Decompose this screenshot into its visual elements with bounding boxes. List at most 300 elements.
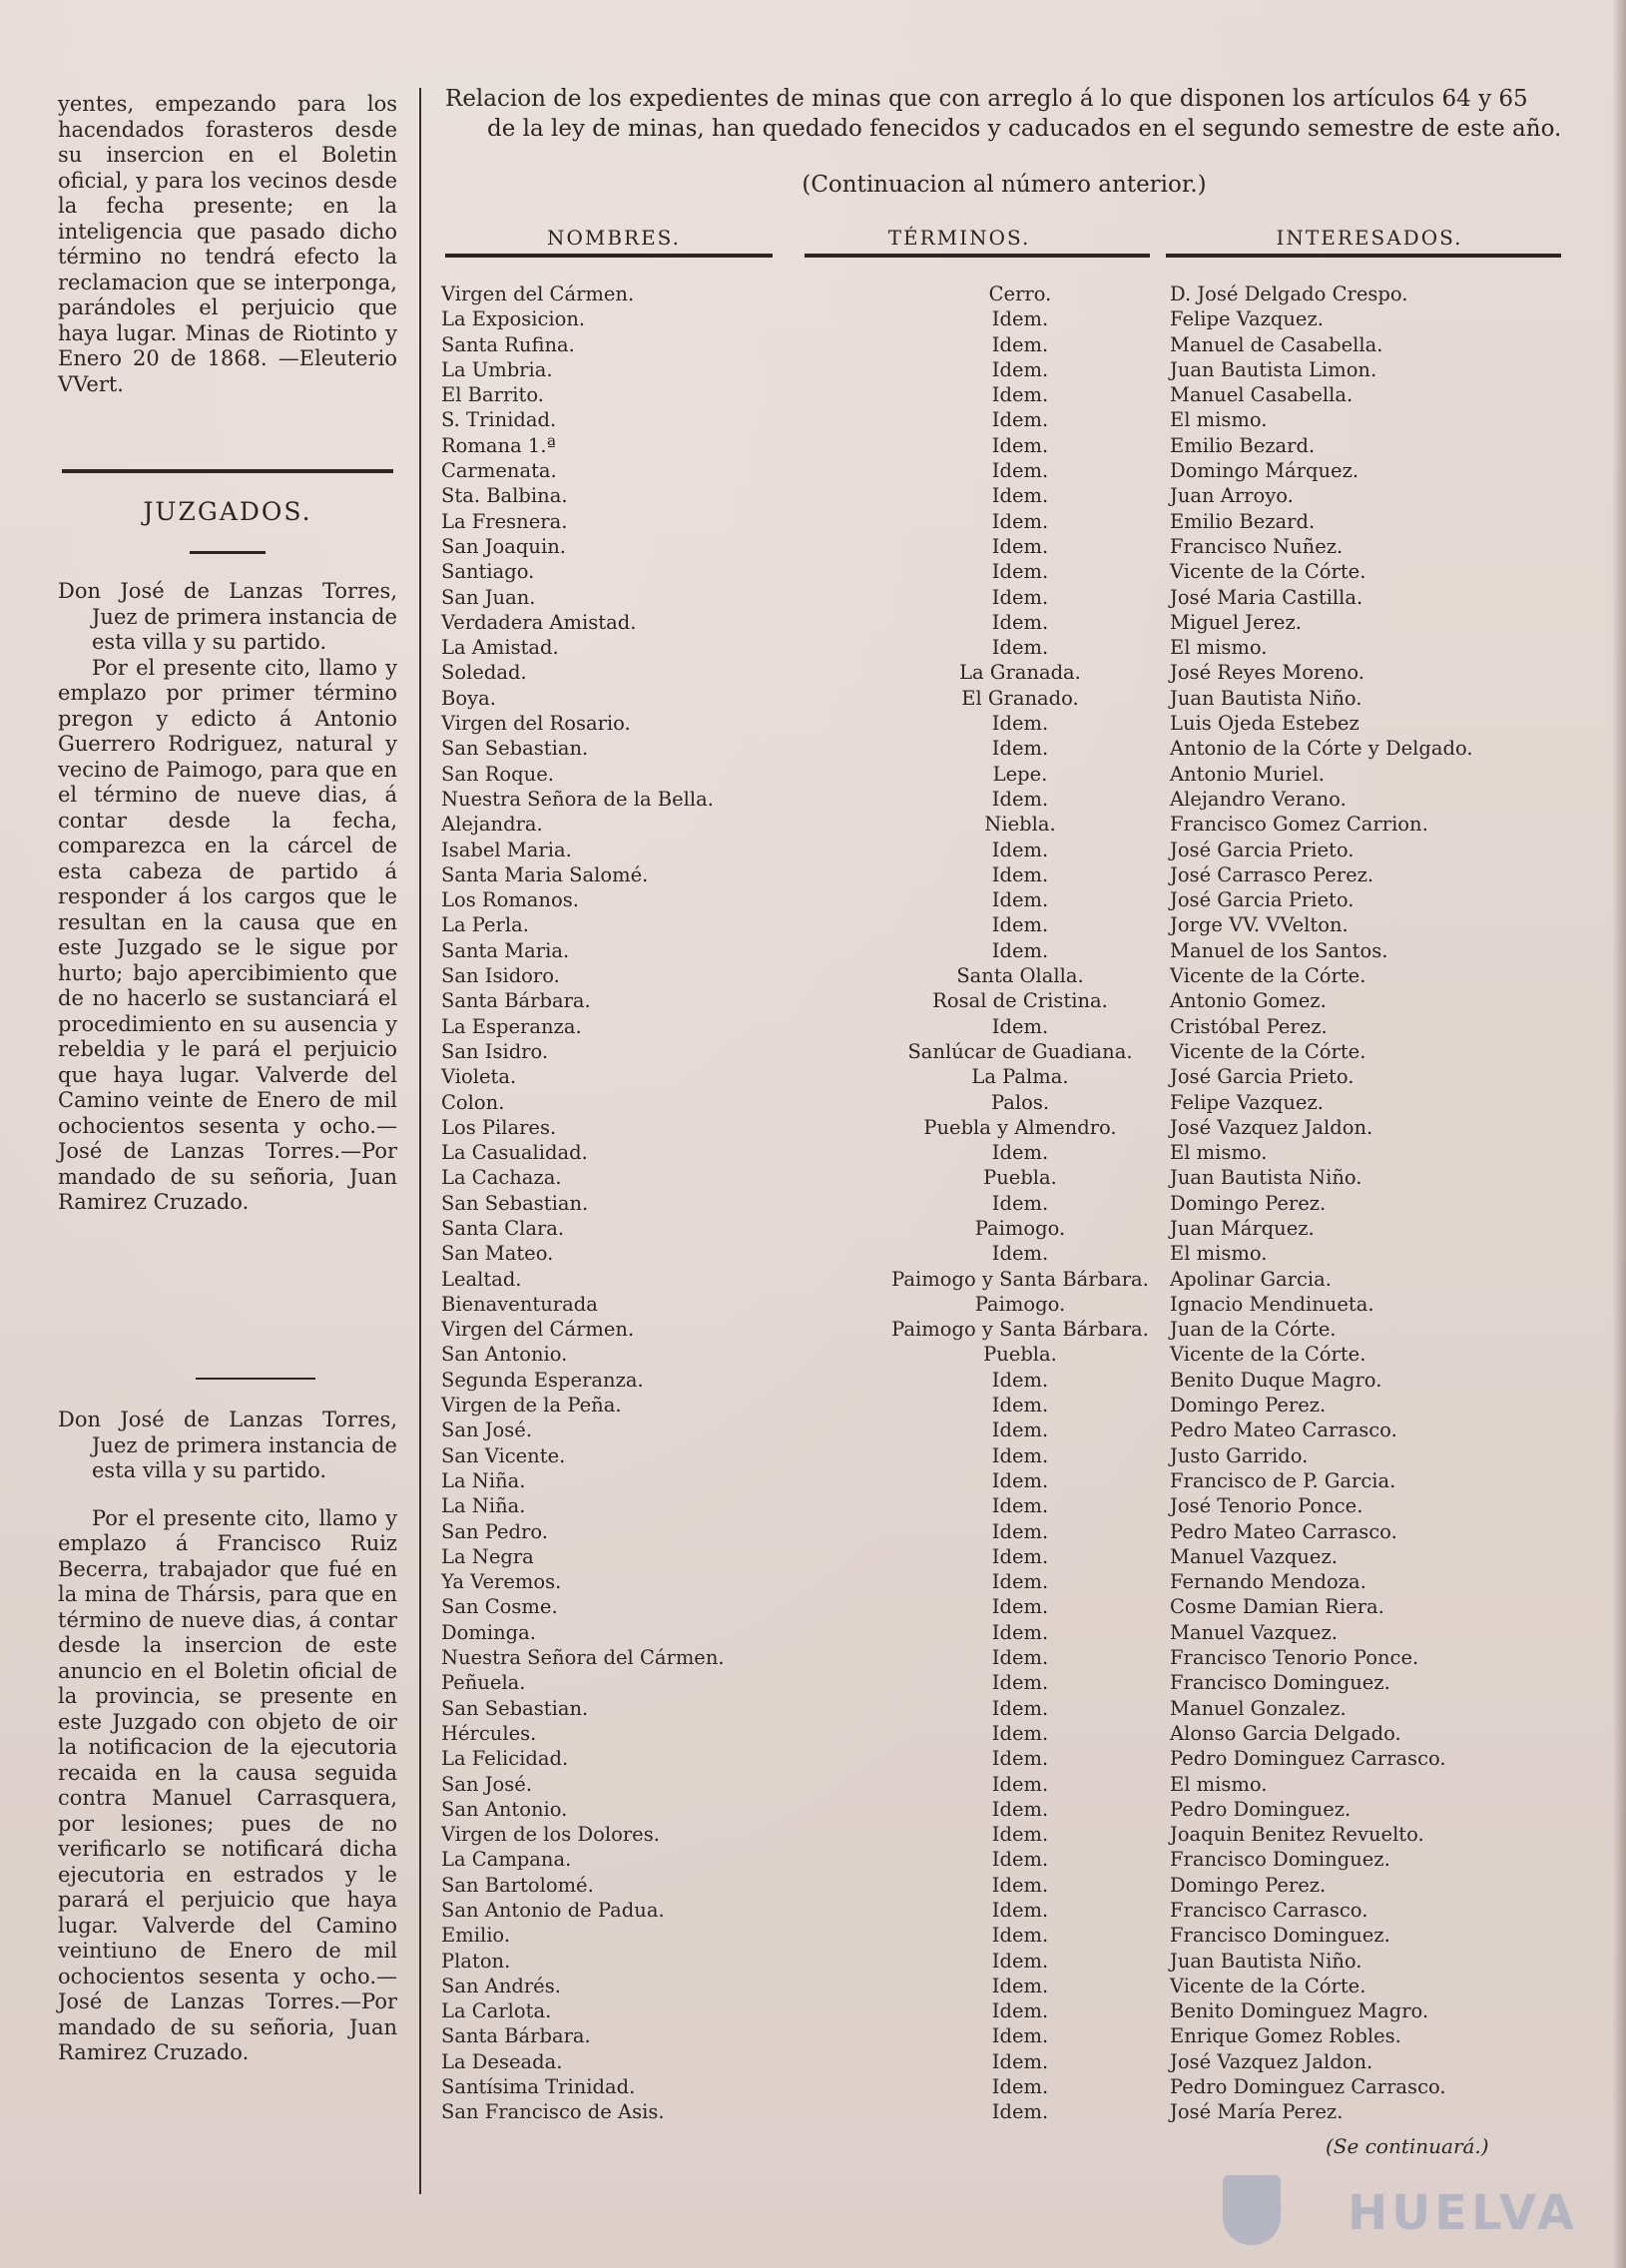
mine-name: Nuestra Señora de la Bella. [441,787,714,811]
mine-term: Idem. [991,1924,1049,1948]
table-row [441,1039,1579,1064]
mine-term: Paimogo y Santa Bárbara. [891,1267,1149,1291]
mine-term: Paimogo. [974,1216,1066,1240]
mine-name: Virgen del Cármen. [441,1318,635,1342]
mine-name: Violeta. [441,1065,517,1089]
mine-interested: El mismo. [1170,408,1268,432]
mine-term: Idem. [991,357,1049,381]
mine-name: San Vicente. [441,1443,566,1467]
mine-name: San Isidoro. [441,964,560,988]
table-row [441,1468,1579,1493]
mine-name: Virgen del Rosario. [441,712,631,736]
mine-interested: Manuel Casabella. [1170,383,1354,407]
header-rule-interested [1166,254,1561,258]
mine-name: La Niña. [441,1494,526,1518]
mine-name: San Cosme. [441,1595,558,1619]
table-row [441,1544,1579,1569]
mine-term: Puebla. [983,1166,1057,1190]
mine-term: Puebla. [983,1343,1057,1367]
table-row [441,1418,1579,1442]
mine-term: Idem. [991,509,1049,533]
mine-name: San Antonio. [441,1343,568,1367]
table-row [441,1519,1579,1544]
mine-term: Idem. [991,862,1049,886]
mine-interested: Felipe Vazquez. [1170,307,1324,331]
mine-interested: Pedro Dominguez Carrasco. [1170,1747,1446,1771]
mine-name: Colon. [441,1090,505,1114]
mine-term: Santa Olalla. [956,964,1084,988]
mine-interested: Francisco Dominguez. [1170,1848,1390,1872]
mine-term: Cerro. [988,283,1052,305]
mine-term: Idem. [991,1418,1049,1442]
mine-interested: Apolinar Garcia. [1170,1267,1332,1291]
mine-interested: Domingo Perez. [1170,1394,1327,1418]
intro-paragraph [58,92,397,397]
mine-interested: D. José Delgado Crespo. [1170,283,1408,305]
table-row [441,483,1579,508]
mine-name: San Pedro. [441,1519,548,1543]
header-names: NOMBRES. [546,226,682,250]
table-row [441,433,1579,458]
mine-term: Idem. [991,1394,1049,1418]
mine-term: Lepe. [992,762,1048,786]
mine-term: Idem. [991,560,1049,584]
table-row [441,1797,1579,1822]
header-terms: TÉRMINOS. [887,226,1031,250]
mine-interested: Enrique Gomez Robles. [1170,2024,1401,2048]
table-row [441,963,1579,988]
table-row [441,762,1579,787]
section-rule [62,469,393,473]
table-row [441,1949,1579,1974]
notice-1-header: Don José de Lanzas Torres, Juez de primera instancia de esta villa y su partido. [58,579,397,654]
mine-name: La Umbria. [441,357,553,381]
mine-term: Idem. [991,408,1049,432]
mine-interested: Juan Márquez. [1170,1216,1315,1240]
mine-interested: Alejandro Verano. [1170,787,1347,811]
mine-interested: Francisco Nuñez. [1170,534,1344,558]
mine-name: La Esperanza. [441,1014,582,1038]
mine-term: Idem. [991,332,1049,356]
table-row [441,1746,1579,1771]
mine-interested: Antonio de la Córte y Delgado. [1170,737,1473,761]
table-row [441,382,1579,407]
mine-term: Idem. [991,1823,1049,1847]
mine-interested: Cosme Damian Riera. [1170,1595,1384,1619]
mine-name: Bienaventurada [441,1292,598,1316]
mine-name: Sta. Balbina. [441,484,568,508]
mine-interested: Cristóbal Perez. [1170,1014,1328,1038]
mine-name: San Isidro. [441,1039,549,1063]
mine-term: Idem. [991,1999,1049,2023]
table-row [441,1241,1579,1266]
mine-term: Idem. [991,484,1049,508]
list-title-line2: de la ley de minas, han quedado fenecidos y caducados en el segundo semestre de este año. [487,116,1562,142]
mine-term: Idem. [991,1797,1049,1821]
table-row [441,711,1579,736]
mine-term: Puebla y Almendro. [923,1115,1117,1139]
mine-interested: Felipe Vazquez. [1170,1090,1324,1114]
table-row [441,407,1579,432]
table-row [441,332,1579,357]
table-row [441,509,1579,534]
mine-name: Verdadera Amistad. [441,610,637,634]
mine-term: Niebla. [984,813,1056,837]
mine-name: Santa Maria Salomé. [441,862,649,886]
table-row [441,1493,1579,1518]
mine-term: Idem. [991,1646,1049,1670]
huelva-watermark [1223,2171,1578,2251]
mine-term: Idem. [991,787,1049,811]
mine-interested: José Maria Castilla. [1170,585,1363,609]
notice-1-body: Por el presente cito, llamo y emplazo por primer término pregon y edicto á Antonio Guerrero Rodriguez, natural y vecino de Paimogo, para que en el término de nueve dias, á contar desde la fecha, comparezca en la cárcel de esta cabeza de partido á responder á los cargos que le resultan en la causa que en este Juzgado se le sigue por hurto; bajo apercibimiento que de no hacerlo se sustanciará el procedimiento en su ausencia y rebeldia y le pará el perjuicio que haya lugar. Valverde del Camino veinte de Enero de mil ochocientos sesenta y ocho.—José de Lanzas Torres.—Por mandado de su señoria, Juan Ramirez Cruzado. [58,655,397,1214]
mine-interested: Francisco Gomez Carrion. [1170,813,1428,837]
mine-name: San José. [441,1772,533,1796]
mine-name: Santa Maria. [441,938,570,962]
mine-name: Platon. [441,1949,511,1973]
table-row [441,812,1579,837]
table-row [441,458,1579,483]
mine-name: San Bartolomé. [441,1873,594,1897]
mine-name: Segunda Esperanza. [441,1368,644,1392]
mine-term: Idem. [991,1873,1049,1897]
mine-interested: Domingo Perez. [1170,1191,1327,1215]
mine-interested: Benito Duque Magro. [1170,1368,1382,1392]
mine-interested: José Carrasco Perez. [1170,862,1374,886]
mine-term: Idem. [991,1242,1049,1266]
table-row [441,1267,1579,1292]
mine-interested: Vicente de la Córte. [1170,1039,1366,1063]
mine-term: Idem. [991,938,1049,962]
mine-name: La Amistad. [441,636,559,660]
mine-term: Sanlúcar de Guadiana. [907,1039,1133,1063]
mine-term: Idem. [991,1014,1049,1038]
intro-text: yentes, empezando para los hacendados forasteros desde su insercion en el Boletin oficial, y para los vecinos desde la fecha presente; en la inteligencia que pasado dicho término no tendrá efecto la reclamacion que se interponga, parándoles el perjuicio que haya lugar. Minas de Riotinto y Enero 20 de 1868. —Eleuterio VVert. [58,92,397,396]
mine-term: Idem. [991,1671,1049,1695]
notice-1 [58,579,397,1216]
table-row [441,1594,1579,1619]
mine-interested: Juan Bautista Niño. [1170,1949,1362,1973]
mine-name: La Fresnera. [441,509,568,533]
mine-interested: Francisco Tenorio Ponce. [1170,1646,1419,1670]
table-row [441,1165,1579,1190]
mine-term: Idem. [991,433,1049,457]
mine-interested: Juan Bautista Niño. [1170,686,1362,710]
mine-name: La Campana. [441,1848,572,1872]
table-row [441,1772,1579,1797]
mine-name: La Exposicion. [441,307,586,331]
mine-interested: José María Perez. [1170,2100,1344,2124]
mine-name: Virgen del Cármen. [441,283,635,305]
table-row [441,1292,1579,1317]
mine-term: Idem. [991,1949,1049,1973]
mine-name: Dominga. [441,1620,536,1644]
mine-name: Ya Veremos. [441,1570,562,1594]
table-row [441,635,1579,660]
mine-term: Idem. [991,1721,1049,1745]
mine-name: La Casualidad. [441,1141,588,1165]
table-row [441,1620,1579,1645]
mine-interested: Vicente de la Córte. [1170,560,1366,584]
table-row [441,610,1579,635]
mine-name: Santa Clara. [441,1216,565,1240]
mine-name: San Sebastian. [441,737,589,761]
table-row [441,1998,1579,2023]
mine-name: Santiago. [441,560,535,584]
mine-name: Emilio. [441,1924,511,1948]
mine-interested: Juan Bautista Niño. [1170,1166,1362,1190]
mine-name: La Deseada. [441,2049,563,2073]
table-row [441,1140,1579,1165]
mine-name: Santísima Trinidad. [441,2075,636,2099]
table-row [441,1317,1579,1342]
mine-term: Idem. [991,888,1049,912]
list-title-line1: Relacion de los expedientes de minas que con arreglo á lo que disponen los artículos 64 y 65 [445,86,1528,112]
mine-name: Virgen de los Dolores. [441,1823,660,1847]
mine-name: Santa Bárbara. [441,2024,591,2048]
mine-interested: Manuel de Casabella. [1170,332,1383,356]
mine-name: Santa Bárbara. [441,989,591,1013]
mine-term: La Granada. [959,661,1081,685]
table-row [441,1898,1579,1923]
table-row [441,686,1579,711]
mine-interested: Domingo Perez. [1170,1873,1327,1897]
table-row [441,1721,1579,1746]
table-row [441,838,1579,862]
mine-interested: Manuel de los Santos. [1170,938,1388,962]
heading-ornament [190,551,266,554]
table-row [441,559,1579,584]
table-row [441,660,1579,685]
mine-term: Idem. [991,383,1049,407]
mine-name: San Roque. [441,762,554,786]
mine-name: San Sebastian. [441,1696,589,1720]
mine-interested: El mismo. [1170,1242,1268,1266]
mine-interested: Emilio Bezard. [1170,509,1316,533]
mines-table [441,282,1579,2125]
mine-interested: Manuel Vazquez. [1170,1620,1338,1644]
mine-term: La Palma. [971,1065,1069,1089]
mine-name: Santa Rufina. [441,332,575,356]
mine-interested: Francisco Carrasco. [1170,1899,1368,1922]
table-row [441,1645,1579,1670]
mine-name: El Barrito. [441,383,544,407]
mine-interested: Juan Arroyo. [1170,484,1294,508]
mine-term: Idem. [991,712,1049,736]
mine-interested: Juan de la Córte. [1170,1318,1337,1342]
list-title [445,84,1563,144]
mine-term: Palos. [990,1090,1050,1114]
mine-interested: Benito Dominguez Magro. [1170,1999,1429,2023]
mine-term: Idem. [991,1696,1049,1720]
mine-interested: José Vazquez Jaldon. [1170,2049,1373,2073]
mine-interested: Francisco de P. Garcia. [1170,1468,1396,1492]
mine-name: Boya. [441,686,496,710]
mine-term: Idem. [991,1494,1049,1518]
table-row [441,2023,1579,2048]
mine-name: Lealtad. [441,1267,522,1291]
mine-term: Idem. [991,1141,1049,1165]
mine-interested: Vicente de la Córte. [1170,1974,1366,1997]
mine-interested: Francisco Dominguez. [1170,1671,1390,1695]
table-row [441,357,1579,382]
mine-interested: Vicente de la Córte. [1170,1343,1366,1367]
mine-name: La Niña. [441,1468,526,1492]
mine-term: Rosal de Cristina. [932,989,1108,1013]
mine-interested: José Vazquez Jaldon. [1170,1115,1373,1139]
mine-term: Idem. [991,1620,1049,1644]
mine-interested: El mismo. [1170,1141,1268,1165]
mine-interested: Pedro Mateo Carrasco. [1170,1418,1397,1442]
mine-interested: Francisco Dominguez. [1170,1924,1390,1948]
mine-name: Soledad. [441,661,527,685]
mine-interested: Antonio Muriel. [1170,762,1326,786]
mine-name: Alejandra. [441,813,543,837]
mine-interested: Pedro Dominguez Carrasco. [1170,2075,1446,2099]
mine-term: Idem. [991,1570,1049,1594]
mine-term: Idem. [991,1443,1049,1467]
table-row [441,1090,1579,1115]
table-row [441,1342,1579,1367]
mine-interested: Alonso Garcia Delgado. [1170,1721,1401,1745]
mine-interested: Pedro Mateo Carrasco. [1170,1519,1397,1543]
mine-name: San Mateo. [441,1242,554,1266]
table-row [441,2049,1579,2074]
mine-interested: Domingo Márquez. [1170,459,1359,483]
section-heading: JUZGADOS. [143,497,312,526]
mine-term: Idem. [991,2075,1049,2099]
mine-name: Isabel Maria. [441,838,572,861]
mine-name: San Sebastian. [441,1191,589,1215]
mine-interested: Ignacio Mendinueta. [1170,1292,1374,1316]
mine-interested: Emilio Bezard. [1170,433,1316,457]
mine-name: Carmenata. [441,459,557,483]
mine-term: Paimogo y Santa Bárbara. [891,1318,1149,1342]
table-row [441,1216,1579,1241]
mine-name: S. Trinidad. [441,408,557,432]
mine-interested: José Garcia Prieto. [1170,1065,1355,1089]
list-subtitle: (Continuacion al número anterior.) [802,172,1207,198]
mine-name: San Andrés. [441,1974,561,1997]
mine-term: Idem. [991,2100,1049,2124]
mine-name: San Antonio de Padua. [441,1899,665,1922]
coat-of-arms-icon [1223,2175,1281,2245]
notice-2-header: Don José de Lanzas Torres, Juez de primera instancia de esta villa y su partido. [58,1408,397,1482]
mine-term: Idem. [991,1544,1049,1568]
mine-term: Idem. [991,913,1049,937]
table-row [441,306,1579,331]
table-row [441,1923,1579,1948]
continuation-note: (Se continuará.) [1326,2134,1489,2158]
mine-term: Idem. [991,459,1049,483]
mine-term: Idem. [991,307,1049,331]
table-row [441,1014,1579,1039]
mine-interested: José Garcia Prieto. [1170,838,1355,861]
table-row [441,938,1579,963]
mine-name: Romana 1.ª [441,433,556,457]
table-row [441,534,1579,559]
table-row [441,1569,1579,1594]
notice-2-body: Por el presente cito, llamo y emplazo á Francisco Ruiz Becerra, trabajador que fué en la mina de Thársis, para que en término de nueve dias, á contar desde la insercion de este anuncio en el Boletin oficial de la provincia, se presente en este Juzgado con objeto de oir la notificacion de la ejecutoria recaida en la causa seguida contra Manuel Carrasquera, por lesiones; pues de no verificarlo se notificará dicha ejecutoria en estrados y le parará el perjuicio que haya lugar. Valverde del Camino veintiuno de Enero de mil ochocientos sesenta y ocho.—José de Lanzas Torres.—Por mandado de su señoria, Juan Ramirez Cruzado. [58,1505,397,2064]
page-edge [1612,0,1626,2268]
mine-interested: Vicente de la Córte. [1170,964,1366,988]
mine-term: Idem. [991,636,1049,660]
table-row [441,1115,1579,1140]
table-row [441,912,1579,937]
mine-term: Idem. [991,2049,1049,2073]
mine-name: La Perla. [441,913,529,937]
column-divider [419,88,421,2194]
mine-name: La Cachaza. [441,1166,562,1190]
mine-name: San Antonio. [441,1797,568,1821]
mine-interested: Pedro Dominguez. [1170,1797,1352,1821]
table-row [441,1873,1579,1898]
mine-interested: José Tenorio Ponce. [1170,1494,1363,1518]
mine-term: Idem. [991,1747,1049,1771]
notice-divider [196,1378,315,1380]
mine-term: Idem. [991,585,1049,609]
mine-interested: Antonio Gomez. [1170,989,1327,1013]
mine-interested: El mismo. [1170,1772,1268,1796]
mine-term: Idem. [991,1772,1049,1796]
mine-term: Idem. [991,1974,1049,1997]
mine-term: Idem. [991,2024,1049,2048]
mine-interested: El mismo. [1170,636,1268,660]
header-interested: INTERESADOS. [1276,226,1463,250]
table-row [441,2099,1579,2124]
mine-name: Los Romanos. [441,888,579,912]
mine-name: La Carlota. [441,1999,552,2023]
table-row [441,282,1579,306]
mine-term: Idem. [991,1468,1049,1492]
mine-name: San Juan. [441,585,536,609]
table-row [441,2074,1579,2099]
table-row [441,988,1579,1013]
mine-term: Idem. [991,1848,1049,1872]
mine-name: San José. [441,1418,533,1442]
mine-term: Idem. [991,1368,1049,1392]
mine-term: Idem. [991,610,1049,634]
table-row [441,1974,1579,1998]
table-row [441,887,1579,912]
mine-name: San Joaquin. [441,534,566,558]
table-row [441,1847,1579,1872]
mine-interested: José Garcia Prieto. [1170,888,1355,912]
notice-2 [58,1408,397,2066]
table-row [441,1822,1579,1847]
watermark-text: HUELVA [1348,2185,1578,2241]
table-row [441,1064,1579,1089]
table-row [441,585,1579,610]
table-row [441,862,1579,887]
mine-interested: Justo Garrido. [1170,1443,1309,1467]
mine-term: Idem. [991,1899,1049,1922]
mine-interested: José Reyes Moreno. [1170,661,1365,685]
mine-name: La Negra [441,1544,534,1568]
mine-term: Idem. [991,1595,1049,1619]
table-row [441,736,1579,761]
mine-name: Los Pilares. [441,1115,557,1139]
table-row [441,1696,1579,1721]
table-row [441,1393,1579,1418]
table-row [441,1191,1579,1216]
mine-name: La Felicidad. [441,1747,569,1771]
header-rule-terms [805,254,1150,258]
mine-interested: Miguel Jerez. [1170,610,1302,634]
mine-name: Nuestra Señora del Cármen. [441,1646,725,1670]
table-row [441,1368,1579,1393]
mine-term: Idem. [991,1191,1049,1215]
